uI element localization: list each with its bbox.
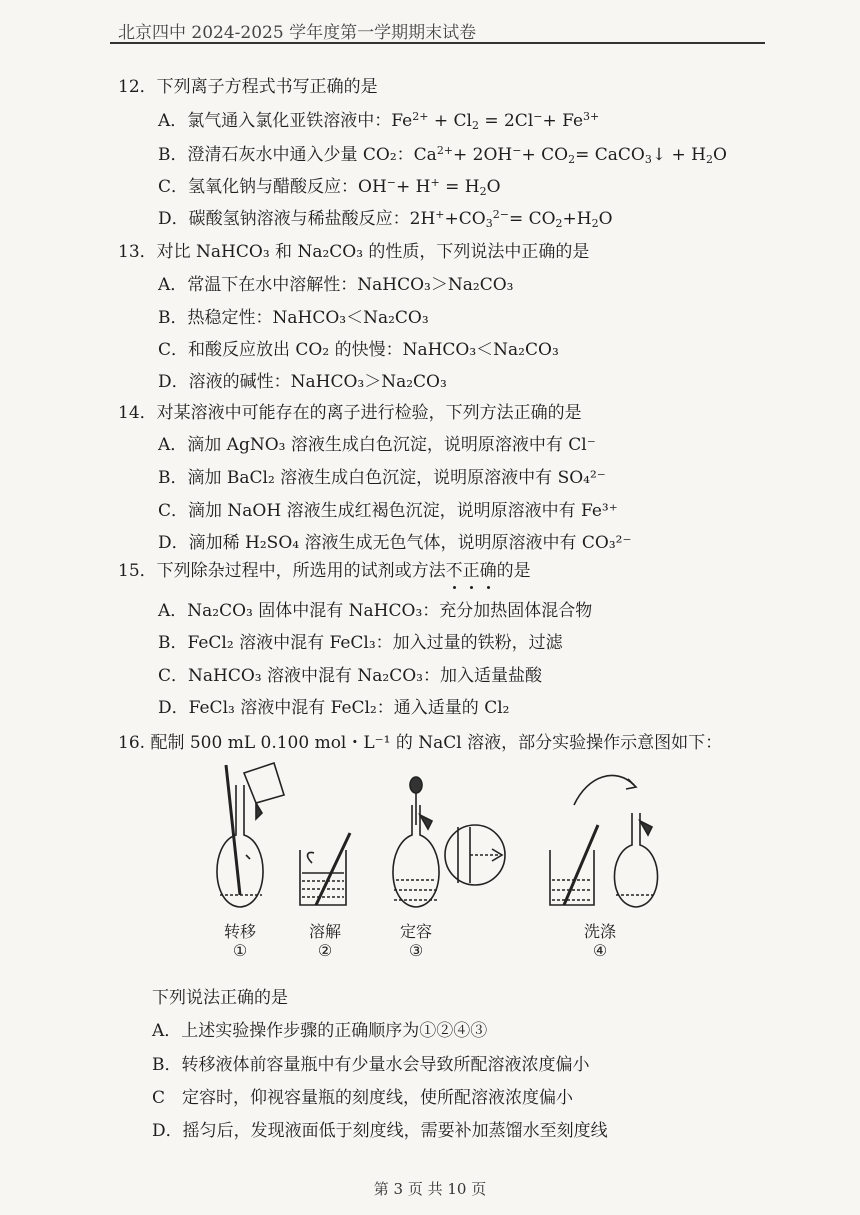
q16-option-a: A．上述实验操作步骤的正确顺序为①②④③: [152, 1021, 488, 1041]
emphasis-char: 正: [462, 561, 480, 581]
q13-option-c: C．和酸反应放出 CO₂ 的快慢：NaHCO₃＜Na₂CO₃: [158, 340, 559, 360]
q12-option-c: C．氢氧化钠与醋酸反应：$OH^-+ H^+ = H_2O$: [158, 176, 501, 198]
q15-option-a: A．Na₂CO₃ 固体中混有 NaHCO₃：充分加热固体混合物: [158, 601, 593, 621]
q14-option-d: D．滴加稀 H₂SO₄ 溶液生成无色气体，说明原溶液中有 CO₃²⁻: [158, 533, 632, 553]
page-footer: 第 3 页 共 10 页: [373, 1180, 487, 1198]
figure-number-2: ②: [317, 941, 333, 960]
q16-option-d: D．摇匀后，发现液面低于刻度线，需要补加蒸馏水至刻度线: [152, 1121, 608, 1141]
q12-option-b: B．澄清石灰水中通入少量 CO₂：$Ca^{2+}+ 2OH^-+ CO_2=$ CaCO$_3$↓ + $H_2O$: [158, 144, 727, 166]
figure-label-2: 溶解: [308, 922, 341, 941]
q13-option-a: A．常温下在水中溶解性：NaHCO₃＞Na₂CO₃: [158, 275, 514, 295]
q14-option-a: A．滴加 AgNO₃ 溶液生成白色沉淀，说明原溶液中有 Cl⁻: [158, 435, 596, 455]
figure-number-3: ③: [408, 941, 424, 960]
q16-sub-stem: 下列说法正确的是: [152, 988, 288, 1008]
q15-stem: 15．下列除杂过程中，所选用的试剂或方法不正确的是: [118, 561, 531, 581]
q16-option-c: C 定容时，仰视容量瓶的刻度线，使所配溶液浓度偏小: [152, 1088, 574, 1108]
q15-emphasis: [446, 561, 497, 581]
q14-option-b: B．滴加 BaCl₂ 溶液生成白色沉淀，说明原溶液中有 SO₄²⁻: [158, 468, 606, 488]
q15-option-b: B．FeCl₂ 溶液中混有 FeCl₃：加入过量的铁粉，过滤: [158, 633, 563, 653]
emphasis-char: 不: [445, 561, 463, 581]
header-rule: [110, 42, 765, 44]
figure-number-4: ④: [592, 941, 608, 960]
q12-option-d: D．碳酸氢钠溶液与稀盐酸反应：$2H^++CO_3^{2-}= CO_2+H_2O$: [158, 208, 613, 230]
q16-stem: 16. 配制 500 mL 0.100 mol・L⁻¹ 的 NaCl 溶液，部分实验操作示意图如下：: [118, 733, 723, 753]
q14-stem: 14．对某溶液中可能存在的离子进行检验，下列方法正确的是: [118, 403, 582, 423]
lab-operations-diagram: [200, 755, 670, 930]
q12-option-a: A．氯气通入氯化亚铁溶液中：$Fe^{2+} + Cl_2 = 2Cl^-+ Fe^{3+}$: [158, 110, 600, 132]
emphasis-char: 确: [479, 561, 497, 581]
q13-option-b: B．热稳定性：NaHCO₃＜Na₂CO₃: [158, 308, 429, 328]
q15-option-d: D．FeCl₃ 溶液中混有 FeCl₂：通入适量的 Cl₂: [158, 698, 510, 718]
figure-label-1: 转移: [223, 922, 256, 941]
experiment-figure: [200, 755, 670, 960]
q14-option-c: C．滴加 NaOH 溶液生成红褐色沉淀，说明原溶液中有 Fe³⁺: [158, 501, 618, 521]
exam-header: 北京四中 2024-2025 学年度第一学期期末试卷: [118, 23, 477, 43]
q16-option-b: B．转移液体前容量瓶中有少量水会导致所配溶液浓度偏小: [152, 1055, 590, 1075]
figure-number-1: ①: [232, 941, 248, 960]
q15-option-c: C．NaHCO₃ 溶液中混有 Na₂CO₃：加入适量盐酸: [158, 666, 542, 686]
figure-label-3: 定容: [399, 922, 432, 941]
figure-label-4: 洗涤: [583, 922, 616, 941]
q12-stem: 12．下列离子方程式书写正确的是: [118, 77, 378, 97]
q13-option-d: D．溶液的碱性：NaHCO₃＞Na₂CO₃: [158, 372, 447, 392]
q13-stem: 13．对比 NaHCO₃ 和 Na₂CO₃ 的性质，下列说法中正确的是: [118, 242, 590, 262]
